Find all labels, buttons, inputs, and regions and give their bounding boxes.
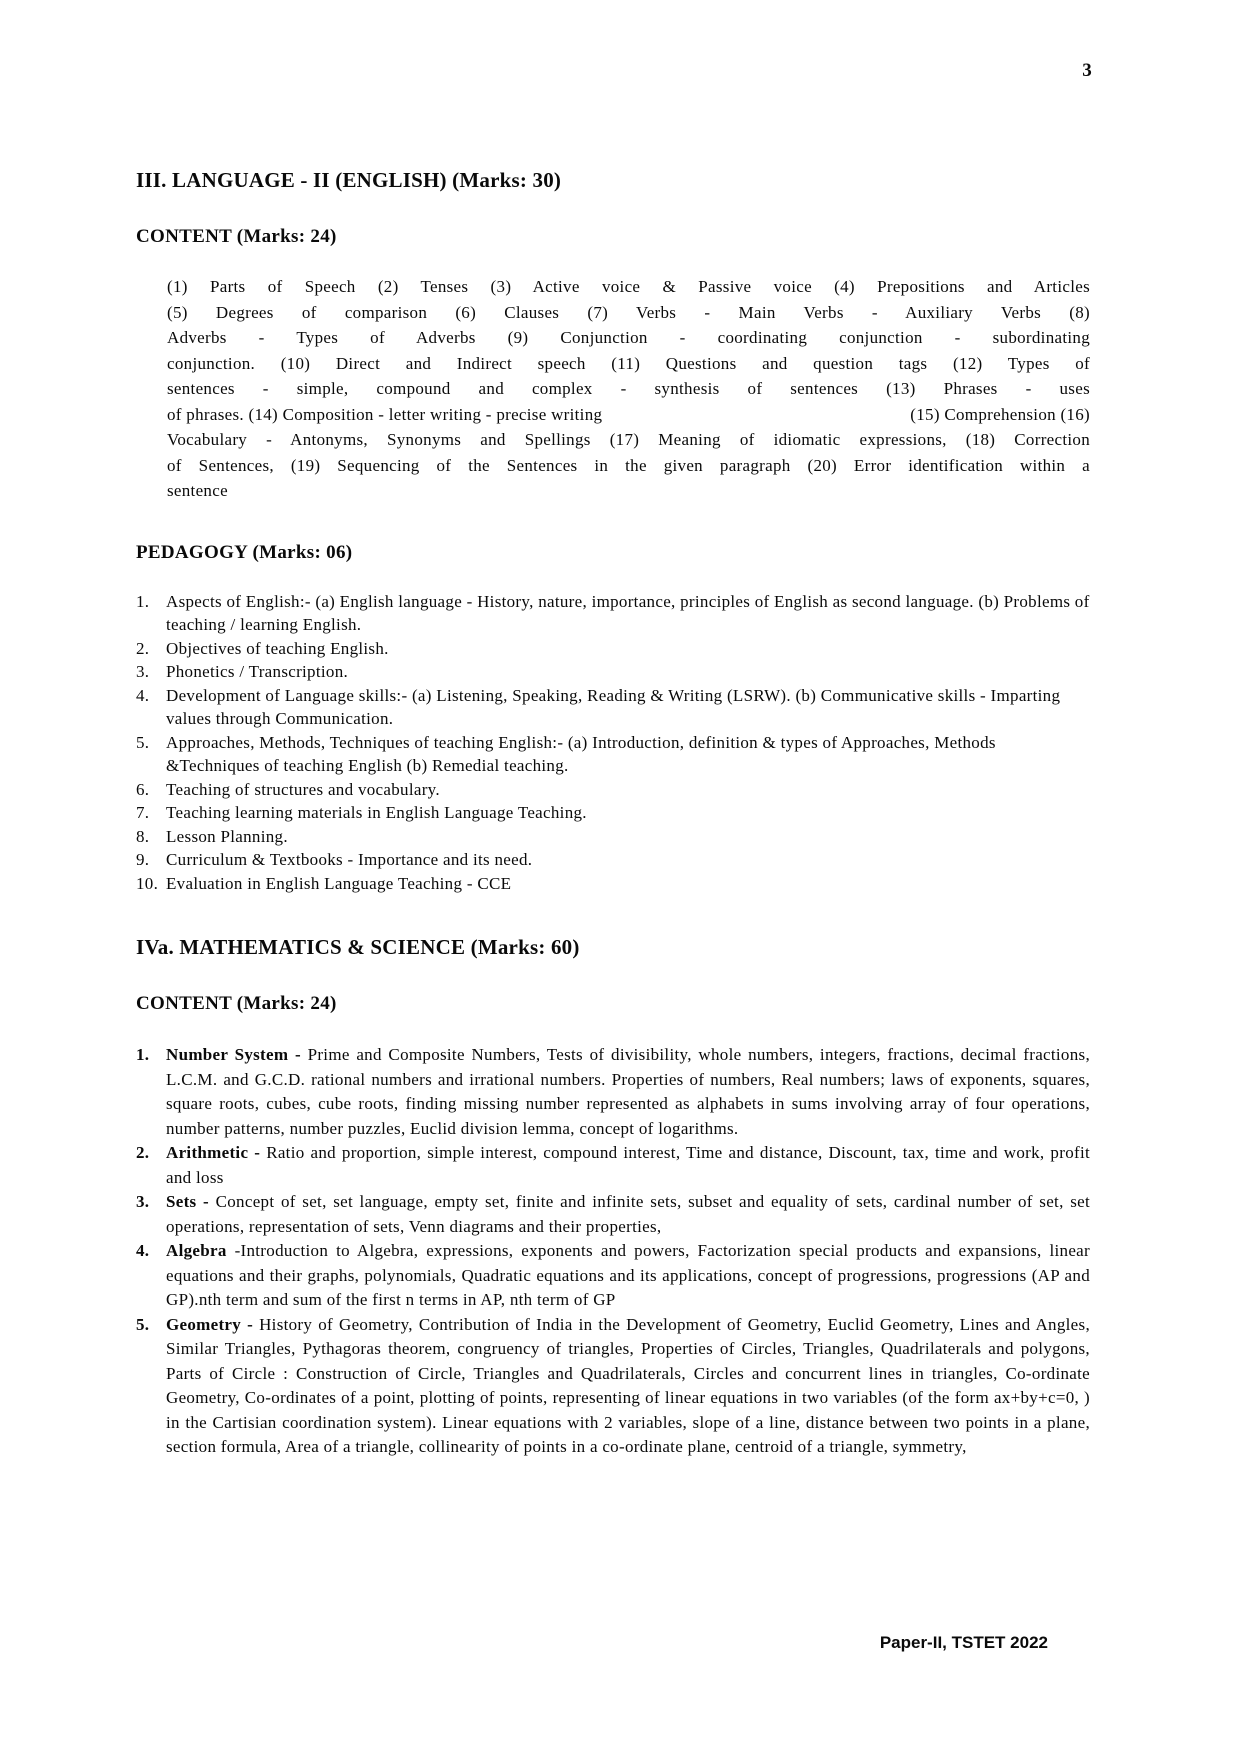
section-heading-language: III. LANGUAGE - II (ENGLISH) (Marks: 30): [136, 168, 562, 192]
maths-content-item: [136, 1043, 1090, 1141]
list-item-description: Concept of set, set language, empty set, finite and infinite sets, subset and equality of sets, cardinal number of set, set operations, representation of sets, Venn diagrams and their properties,: [166, 1192, 1090, 1236]
list-item-number: 4.: [136, 1241, 150, 1260]
list-item-number: 1.: [136, 591, 150, 611]
paragraph-line: [167, 402, 1090, 428]
list-item-number: 4.: [136, 685, 150, 705]
list-item-number: 9.: [136, 850, 150, 869]
list-item-description: History of Geometry, Contribution of India in the Development of Geometry, Euclid Geometry, Lines and Angles, Similar Triangles, Pythagoras theorem, congruency of triangles, Properties of Circles, Triangles, Quadrilaterals and polygons, Parts of Circle : Construction of Circle, Triangles and Quadrilaterals, Circles and concurrent lines in triangles, Co-ordinate Geometry, Co-ordinates of a point, plotting of points, representing of linear equations in two variables (of the form ax+by+c=0, ) in the Cartisian coordination system). Linear equations with 2 variables, slope of a line, distance between two points in a plane, section formula, Area of a triangle, collinearity of points in a co-ordinate plane, centroid of a triangle, symmetry,: [166, 1314, 1090, 1456]
pedagogy-list-item: [136, 590, 1090, 637]
paragraph-line: [167, 453, 1090, 479]
list-item-topic: Algebra: [166, 1241, 235, 1260]
list-item-number: 2.: [136, 1143, 150, 1162]
list-item-text: [166, 1239, 1090, 1313]
paragraph-line-text: Adverbs - Types of Adverbs (9) Conjunction - coordinating conjunction - subordinating: [167, 328, 1090, 347]
maths-content-item: [136, 1239, 1090, 1313]
list-item-number: 5.: [136, 732, 150, 752]
list-item-topic: Number System -: [166, 1045, 308, 1064]
list-item-text: [166, 1190, 1090, 1239]
paragraph-line-text: of Sentences, (19) Sequencing of the Sentences in the given paragraph (20) Error identification within a: [167, 455, 1090, 475]
maths-content-list: [136, 1043, 1090, 1460]
list-item-text: Teaching of structures and vocabulary.: [166, 779, 440, 799]
section-heading-maths-science: IVa. MATHEMATICS & SCIENCE (Marks: 60): [136, 935, 580, 959]
content-heading-maths: CONTENT (Marks: 24): [136, 993, 337, 1014]
pedagogy-list-item: [136, 778, 1090, 802]
list-item-number: 6.: [136, 779, 150, 799]
list-item-text: Development of Language skills:- (a) Listening, Speaking, Reading & Writing (LSRW). (b) Communicative skills - Imparting values through Communication.: [166, 685, 1061, 728]
paragraph-line: [167, 376, 1090, 402]
content-topics-paragraph: [167, 274, 1090, 504]
list-item-text: Curriculum & Textbooks - Importance and its need.: [166, 850, 533, 869]
list-item-description: Prime and Composite Numbers, Tests of divisibility, whole numbers, integers, fractions, decimal fractions, L.C.M. and G.C.D. rational numbers and irrational numbers. Properties of numbers, Real numbers; laws of exponents, squares, square roots, cubes, cube roots, finding missing number represented as alphabets in sums involving array of four operations, number patterns, number puzzles, Euclid division lemma, concept of logarithms.: [166, 1045, 1090, 1138]
paragraph-line-text: (1) Parts of Speech (2) Tenses (3) Active voice & Passive voice (4) Prepositions and Articles: [167, 277, 1090, 296]
list-item-number: 8.: [136, 826, 150, 846]
maths-content-item: [136, 1313, 1090, 1460]
list-item-number: 1.: [136, 1045, 150, 1064]
paragraph-line: [167, 325, 1090, 351]
list-item-topic: Geometry -: [166, 1314, 260, 1334]
paragraph-line-text: sentence: [167, 481, 228, 500]
list-item-number: 3.: [136, 1192, 150, 1211]
paragraph-line: [167, 274, 1090, 300]
paragraph-line-right-text: (15) Comprehension (16): [910, 404, 1090, 424]
list-item-description: -Introduction to Algebra, expressions, exponents and powers, Factorization special products and expansions, linear equations and their graphs, polynomials, Quadratic equations and its applications, concept of progressions, progressions (AP and GP).nth term and sum of the first n terms in AP, nth term of GP: [166, 1241, 1090, 1309]
list-item-text: Phonetics / Transcription.: [166, 662, 349, 681]
paragraph-line-text: of phrases. (14) Composition - letter writing - precise writing: [167, 404, 603, 424]
list-item-topic: Arithmetic -: [166, 1143, 267, 1162]
paragraph-line-text: Vocabulary - Antonyms, Synonyms and Spellings (17) Meaning of idiomatic expressions, (18) Correction: [167, 430, 1090, 449]
list-item-number: 2.: [136, 638, 150, 658]
pedagogy-list-item: [136, 684, 1090, 731]
paragraph-line: [167, 478, 1090, 504]
footer-label: Paper-II, TSTET 2022: [879, 1633, 1048, 1652]
pedagogy-list-item: [136, 872, 1090, 896]
list-item-number: 3.: [136, 662, 150, 681]
list-item-description: Ratio and proportion, simple interest, compound interest, Time and distance, Discount, tax, time and work, profit and loss: [166, 1143, 1090, 1187]
pedagogy-list-item: [136, 731, 1090, 778]
content-heading-language: CONTENT (Marks: 24): [136, 226, 337, 247]
list-item-number: 5.: [136, 1314, 150, 1334]
page-number: 3: [1082, 60, 1092, 81]
paragraph-line: [167, 427, 1090, 453]
paragraph-line: [167, 351, 1090, 377]
paragraph-line-text: sentences - simple, compound and complex - synthesis of sentences (13) Phrases - uses: [167, 379, 1090, 398]
list-item-number: 10.: [136, 873, 159, 893]
paragraph-line: [167, 300, 1090, 326]
pedagogy-list-item: [136, 848, 1090, 872]
maths-content-item: [136, 1141, 1090, 1190]
list-item-text: Evaluation in English Language Teaching - CCE: [166, 873, 512, 893]
pedagogy-list-item: [136, 637, 1090, 661]
list-item-text: [166, 1043, 1090, 1141]
list-item-text: Teaching learning materials in English Language Teaching.: [166, 803, 587, 822]
pedagogy-heading: PEDAGOGY (Marks: 06): [136, 541, 353, 563]
pedagogy-list-item: [136, 801, 1090, 825]
list-item-text: Approaches, Methods, Techniques of teaching English:- (a) Introduction, definition & types of Approaches, Methods &Techniques of teaching English (b) Remedial teaching.: [166, 732, 996, 775]
pedagogy-list-item: [136, 825, 1090, 849]
list-item-text: Objectives of teaching English.: [166, 638, 389, 658]
pedagogy-list-item: [136, 660, 1090, 684]
pedagogy-list: [136, 590, 1090, 896]
list-item-topic: Sets -: [166, 1192, 216, 1211]
list-item-text: Aspects of English:- (a) English language - History, nature, importance, principles of English as second language. (b) Problems of teaching / learning English.: [166, 591, 1090, 634]
list-item-text: Lesson Planning.: [166, 826, 288, 846]
list-item-number: 7.: [136, 803, 150, 822]
paragraph-line-text: conjunction. (10) Direct and Indirect speech (11) Questions and question tags (12) Types of: [167, 353, 1090, 373]
list-item-text: [166, 1313, 1090, 1460]
list-item-text: [166, 1141, 1090, 1190]
maths-content-item: [136, 1190, 1090, 1239]
paragraph-line-text: (5) Degrees of comparison (6) Clauses (7) Verbs - Main Verbs - Auxiliary Verbs (8): [167, 302, 1090, 322]
